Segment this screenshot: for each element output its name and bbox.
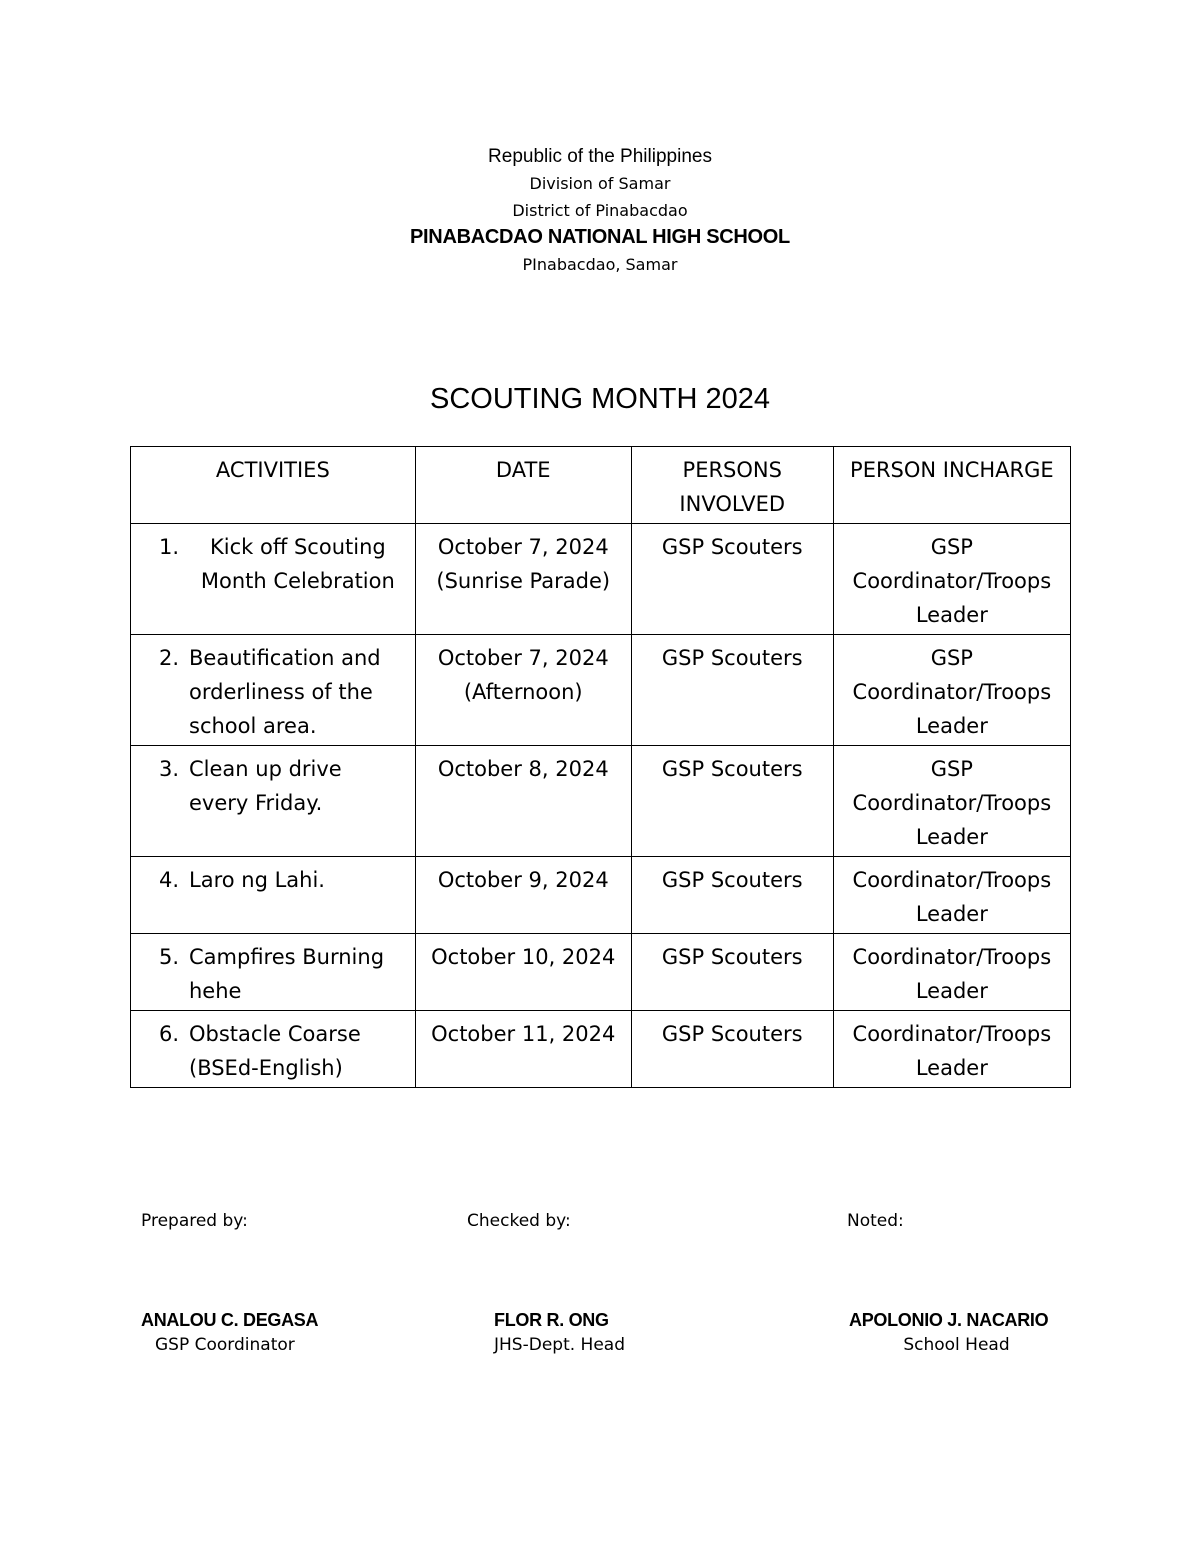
letterhead [0,143,1200,278]
checked-by-name: FLOR R. ONG [494,1310,609,1330]
persons-involved: GSP Scouters [631,934,833,1011]
table-header-row [131,447,1071,524]
school-name: PINABACDAO NATIONAL HIGH SCHOOL [410,226,790,248]
district-line: District of Pinabacdao [512,201,688,220]
table-row [131,934,1071,1011]
checked-by-label: Checked by: [467,1211,571,1231]
activity-number: 6. [158,1022,179,1046]
activity-date: October 9, 2024 [415,857,631,934]
noted-by-position: School Head [903,1335,1010,1355]
activity-date: October 8, 2024 [415,746,631,857]
header-persons-involved: PERSONS INVOLVED [631,447,833,524]
persons-involved: GSP Scouters [631,746,833,857]
prepared-by-name: ANALOU C. DEGASA [141,1310,319,1330]
prepared-by-label: Prepared by: [141,1211,248,1231]
signatory-noted [849,1310,1064,1355]
activity-name: Campfires Burning hehe [189,945,385,1003]
table-row [131,746,1071,857]
table-row [131,1011,1071,1088]
activity-number: 1. [158,535,179,559]
republic-line: Republic of the Philippines [488,146,712,167]
person-incharge: GSP Coordinator/Troops Leader [833,524,1070,635]
activity-name: Clean up drive every Friday. [189,757,342,815]
persons-involved: GSP Scouters [631,857,833,934]
activity-date: October 7, 2024 (Sunrise Parade) [415,524,631,635]
activity-name: Laro ng Lahi. [189,868,325,892]
activity-number: 5. [158,945,179,969]
checked-by-position: JHS-Dept. Head [494,1335,625,1355]
table-row [131,857,1071,934]
division-line: Division of Samar [529,174,671,193]
persons-involved: GSP Scouters [631,1011,833,1088]
prepared-by-position: GSP Coordinator [155,1335,295,1355]
school-address: PInabacdao, Samar [522,255,678,274]
signatory-checked [494,1310,694,1355]
activity-date: October 11, 2024 [415,1011,631,1088]
persons-involved: GSP Scouters [631,524,833,635]
person-incharge: Coordinator/Troops Leader [833,857,1070,934]
noted-label: Noted: [847,1211,904,1231]
activity-date: October 7, 2024 (Afternoon) [415,635,631,746]
persons-involved: GSP Scouters [631,635,833,746]
header-person-incharge: PERSON INCHARGE [833,447,1070,524]
activities-table [130,446,1071,1088]
activity-name: Beautification and orderliness of the school area. [189,646,381,738]
header-date: DATE [415,447,631,524]
table-row [131,635,1071,746]
person-incharge: Coordinator/Troops Leader [833,934,1070,1011]
person-incharge: Coordinator/Troops Leader [833,1011,1070,1088]
signatory-prepared [141,1310,341,1355]
document-title: SCOUTING MONTH 2024 [430,383,770,415]
activity-number: 4. [158,868,179,892]
person-incharge: GSP Coordinator/Troops Leader [833,746,1070,857]
header-activities: ACTIVITIES [131,447,416,524]
table-row [131,524,1071,635]
noted-by-name: APOLONIO J. NACARIO [849,1310,1049,1330]
activity-name: Kick off Scouting Month Celebration [200,535,395,593]
person-incharge: GSP Coordinator/Troops Leader [833,635,1070,746]
activity-name: Obstacle Coarse (BSEd-English) [189,1022,361,1080]
activity-number: 2. [158,646,179,670]
activity-date: October 10, 2024 [415,934,631,1011]
activity-number: 3. [158,757,179,781]
